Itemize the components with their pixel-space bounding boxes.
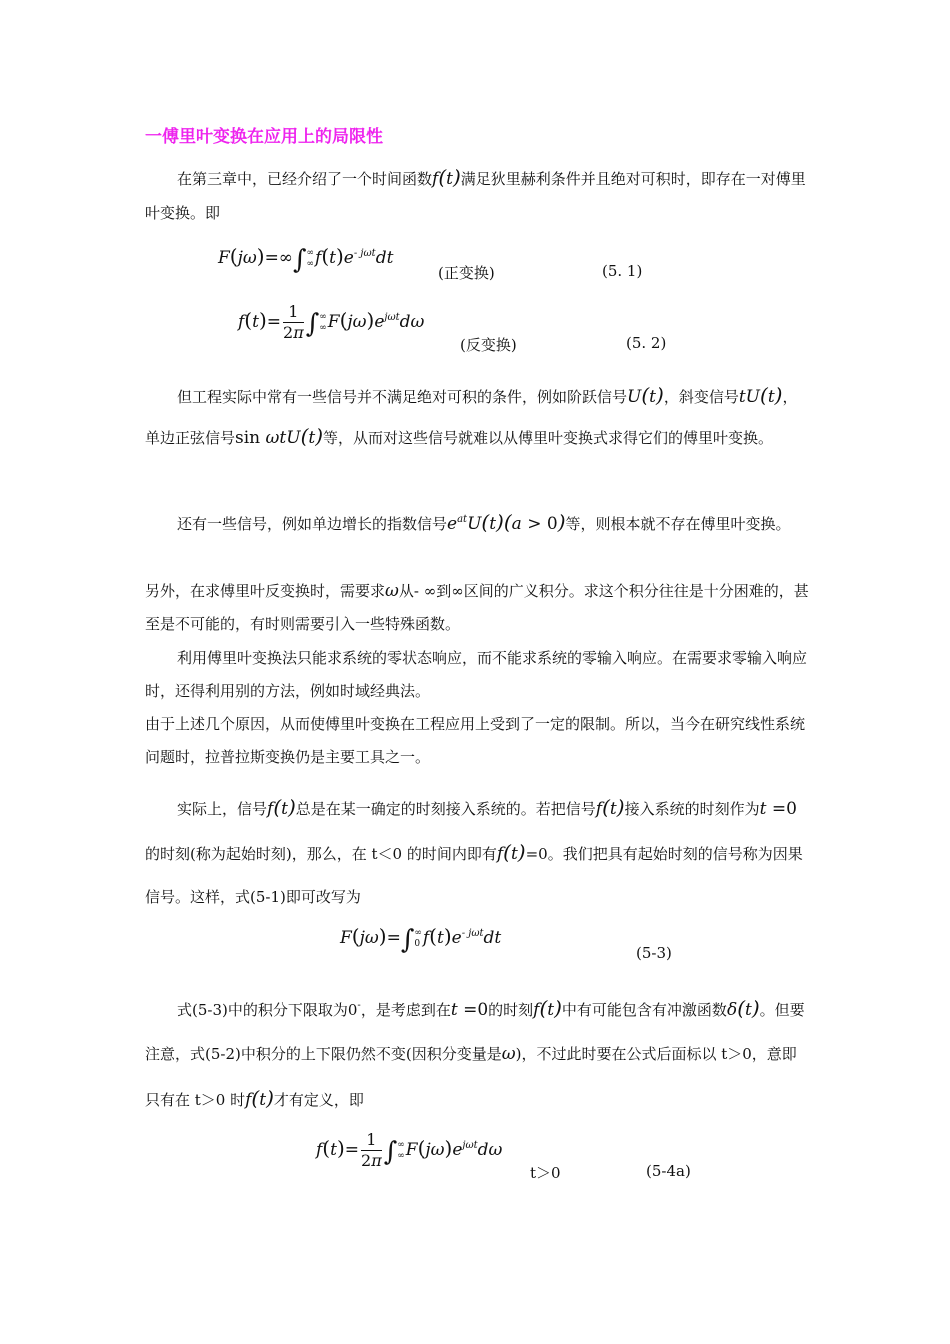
math-exponential-signal: $e^{at}U(t)(a > 0)$	[447, 510, 566, 534]
paragraph-growing-signal	[145, 504, 810, 540]
equation-label: (正变换)	[438, 264, 495, 282]
paragraph-inverse-difficulty	[145, 575, 810, 641]
math-f-t: f(t)	[245, 1086, 274, 1110]
equation-forward-transform: F(jω)=∞∫∞ $\infty f(t)e^{- j\omega t}dt$	[218, 244, 394, 275]
text-span: 接入系统的时刻作为	[624, 800, 760, 818]
math-t-equals-zero: t =0	[450, 1000, 489, 1020]
equation-label: (反变换)	[460, 336, 517, 354]
math-f-t: f(t)	[432, 165, 461, 189]
paragraph-limitations: 由于上述几个原因，从而使傅里叶变换在工程应用上受到了一定的限制。所以，当今在研究线性系统问题时，拉普拉斯变换仍是主要工具之一。	[145, 715, 806, 766]
math-neg-infinity: - ∞	[413, 582, 437, 600]
section-heading: 一傅里叶变换在应用上的局限性	[145, 127, 383, 147]
math-zero-minus: 0-	[347, 1000, 361, 1019]
text-span: 总是在某一确定的时刻接入系统的。若把信号	[295, 800, 596, 818]
equation-number: (5. 2)	[626, 334, 667, 352]
text-span: 。但要注意，式(5-2)中积分的上下限仍然不变(因积分变量是	[145, 1001, 805, 1063]
paragraph-lower-limit	[145, 984, 810, 1122]
math-t-equals-zero: t =0	[759, 799, 797, 819]
equation-number: (5. 1)	[602, 262, 643, 280]
text-span: 另外，在求傅里叶反变换时，需要求	[145, 582, 386, 600]
math-omega: ω	[501, 1044, 516, 1064]
text-span: 等，从而对这些信号就难以从傅里叶变换式求得它们的傅里叶变换。	[323, 429, 774, 447]
math-omega: ω	[385, 581, 399, 601]
text-span: 等，则根本就不存在傅里叶变换。	[565, 515, 791, 533]
paragraph-examples	[145, 376, 810, 458]
text-span: 的时刻(称为起始时刻)，那么，在 t＜0 的时间内即有	[145, 845, 497, 863]
math-U-t: U(t)	[627, 383, 664, 407]
math-infinity: ∞	[451, 582, 464, 600]
paragraph-intro	[145, 160, 810, 230]
equation-inverse-transform: f(t)= $\frac{1}{2\pi}$ ∫∞ $\infty F(j\omega)e^{j\omega t}d\omega$	[238, 302, 425, 342]
paragraph-zero-state: 利用傅里叶变换法只能求系统的零状态响应，而不能求系统的零输入响应。在需要求零输入响应时，还得利用别的方法，例如时域经典法。	[145, 649, 808, 700]
math-sin-U-t: sin ωtU(t)	[235, 424, 324, 448]
math-delta-t: δ(t)	[726, 996, 760, 1020]
text-span: 才有定义，即	[273, 1091, 364, 1109]
text-span: 从	[398, 582, 414, 600]
text-span: ，是考虑到在	[360, 1001, 451, 1019]
text-span: =0。我们把具有起始时刻的信号称为因果信号。这样，式(5-1)即可改写为	[145, 845, 803, 906]
text-span: 满足狄里赫利条件并且绝对可积时，即存在一对傅里叶变换。即	[145, 170, 806, 222]
text-span: 区间的广义积分。求这个积分往往是十分困难的，甚至是不可能的，有时则需要引入一些特殊函数。	[145, 582, 809, 633]
math-f-t: f(t)	[267, 795, 296, 819]
text-span: 在第三章中，已经介绍了一个时间函数	[177, 170, 433, 188]
text-span: 的时刻	[488, 1001, 534, 1019]
math-tU-t: tU(t)	[738, 383, 783, 407]
paragraph-causal-signal	[145, 786, 810, 919]
equation-number: (5-4a)	[646, 1162, 691, 1180]
text-span: 中有可能包含有冲激函数	[561, 1001, 727, 1019]
text-span: ，单边正弦信号	[145, 388, 798, 447]
text-span: 还有一些信号，例如单边增长的指数信号	[177, 515, 448, 533]
text-span: 到	[436, 582, 452, 600]
equation-inverse-causal: f(t)= $\frac{1}{2\pi}$ ∫∞ $\infty F(j\omega)e^{j\omega t}d\omega$	[316, 1130, 503, 1170]
math-f-t: f(t)	[595, 795, 625, 819]
text-span: ，斜变信号	[663, 388, 739, 406]
equation-condition: t＞0	[530, 1164, 561, 1182]
equation-one-sided-transform: F(jω)=∫∞ 0 $f(t)e^{- j\omega t}dt$	[340, 924, 502, 955]
text-span: 实际上，信号	[177, 800, 268, 818]
equation-number: (5-3)	[636, 944, 672, 962]
text-span: 式(5-3)中的积分下限取为	[177, 1001, 348, 1019]
text-span: 但工程实际中常有一些信号并不满足绝对可积的条件，例如阶跃信号	[177, 388, 628, 406]
math-f-t: f(t)	[496, 840, 526, 864]
math-f-t: f(t)	[533, 996, 562, 1020]
text-span: )，不过此时要在公式后面标以 t＞0，意即只有在 t＞0 时	[145, 1045, 797, 1109]
